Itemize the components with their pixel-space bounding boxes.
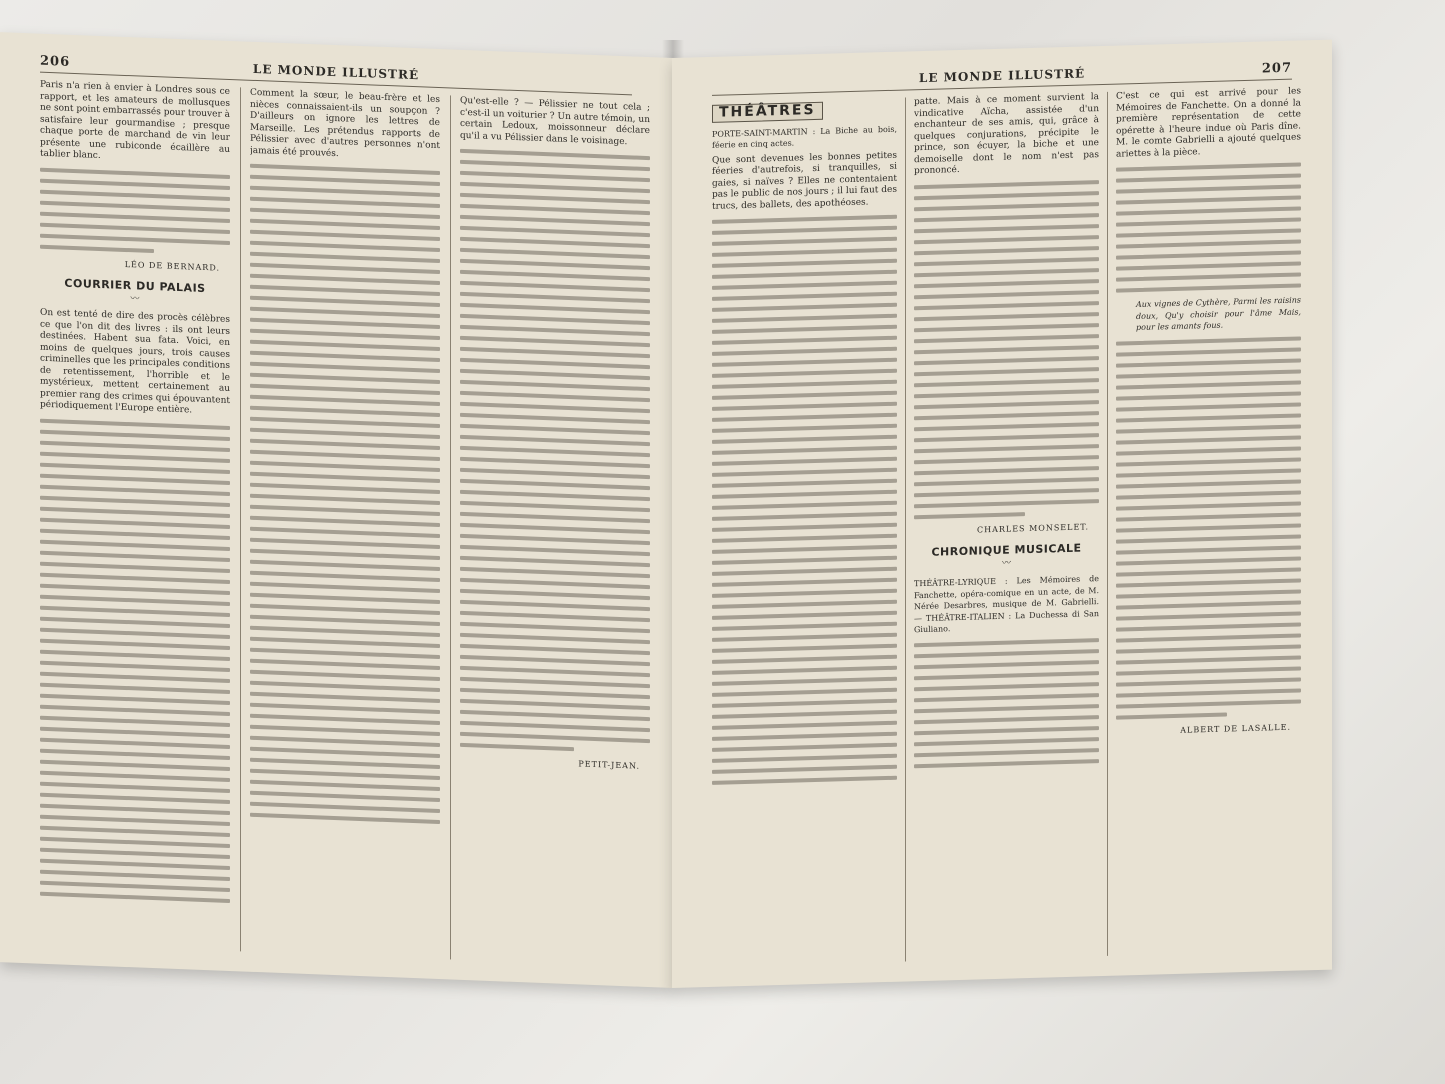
left-col3-signature: PETIT-JEAN. [578, 759, 640, 771]
left-column-rule-2 [450, 95, 451, 959]
left-column-1 [40, 80, 230, 951]
ornament-rule-2: 〰 [1001, 558, 1011, 569]
theatres-banner: THÉÂTRES [712, 102, 823, 123]
theatre-subtitle: PORTE-SAINT-MARTIN : La Biche au bois, féerie en cinq actes. [712, 124, 897, 150]
right-column-3 [1116, 86, 1301, 955]
right-column-rule-2 [1107, 92, 1108, 956]
chronique-heading: CHRONIQUE MUSICALE [931, 541, 1082, 559]
left-page-number: 206 [40, 53, 71, 70]
right-column-rule-1 [905, 97, 906, 961]
left-column-3 [460, 96, 650, 967]
left-column-rule-1 [240, 87, 241, 951]
left-col2-body: Comment la sœur, le beau-frère et les nièces connaissaient-ils un soupçon ? D'ailleurs on ignore les lettres de Marseille. Les prétendus rapports de Pélissier avec d'autres personnes n'ont jamais été prouvés. [250, 87, 440, 159]
right-col3-signature: ALBERT DE LASALLE. [1180, 722, 1291, 735]
newspaper-spread [0, 53, 1445, 1058]
courrier-heading: COURRIER DU PALAIS [64, 276, 206, 296]
left-col1-intro: Paris n'a rien à envier à Londres sous ce rapport, et les amateurs de mollusques ne sont point embarrassés pour trouver à satisfaire leur gourmandise ; presque chaque porte de marchand de vin leur présente une rubiconde écaillère au tablier blanc. [40, 79, 230, 162]
right-page-number: 207 [1261, 60, 1292, 77]
right-col2-signature: CHARLES MONSELET. [977, 521, 1089, 534]
left-col1-body: On est tenté de dire des procès célèbres ce que l'on dit des livres : ils ont leurs destinées. Habent sua fata. Voici, en moins de quelques jours, trois causes criminelles que les principales conditions de retentissement, l'horrible et le mystérieux, mettent certainement au premier rang des crimes qui épouvantent périodiquement l'Europe entière. [40, 307, 230, 416]
right-masthead-title: LE MONDE ILLUSTRÉ [918, 66, 1086, 86]
right-col1-body: Que sont devenues les bonnes petites féeries d'autrefois, si tranquilles, si gaies, si naïves ? Elles ne contentaient pas le public de nos jours ; il lui faut des trucs, des ballets, des apothéoses. [712, 150, 897, 212]
left-col3-body: Qu'est-elle ? — Pélissier ne tout cela ; c'est-il un voiturier ? Un autre témoin, un certain Ledoux, moissonneur déclare qu'il a vu Pélissier dans le voisinage. [460, 95, 650, 147]
left-col1-signature: LÉO DE BERNARD. [124, 259, 220, 273]
ornament-rule: 〰 [130, 293, 140, 305]
right-col3-body: C'est ce qui est arrivé pour les Mémoires de Fanchette. On a donné la première représentation de cette opérette à l'heure indue où Paris dîne. M. le comte Gabrielli a ajouté quelques ariettes à la pièce. [1116, 86, 1301, 160]
left-column-2 [250, 88, 440, 959]
right-page [672, 40, 1332, 988]
left-page [0, 32, 673, 988]
right-column-1 [712, 98, 897, 967]
right-col2-body: patte. Mais à ce moment survient la vindicative Aïcha, assistée d'un enchanteur de ses amis, qui, grâce à quelques conjurations, précipite le prince, son écuyer, la biche et une demoiselle dont le nom n'est pas prononcé. [914, 92, 1099, 177]
verse-excerpt: Aux vignes de Cythère, Parmi les raisins doux, Qu'y choisir pour l'âme Mais, pour les amants fous. [1136, 295, 1301, 333]
music-listing: THÉÂTRE-LYRIQUE : Les Mémoires de Fanchette, opéra-comique en un acte, de M. Nérée Desarbres, musique de M. Gabrielli. — THÉÂTRE-ITALIEN : La Duchessa di San Giuliano. [914, 574, 1099, 635]
left-masthead-title: LE MONDE ILLUSTRÉ [252, 61, 420, 83]
right-column-2 [914, 92, 1099, 961]
